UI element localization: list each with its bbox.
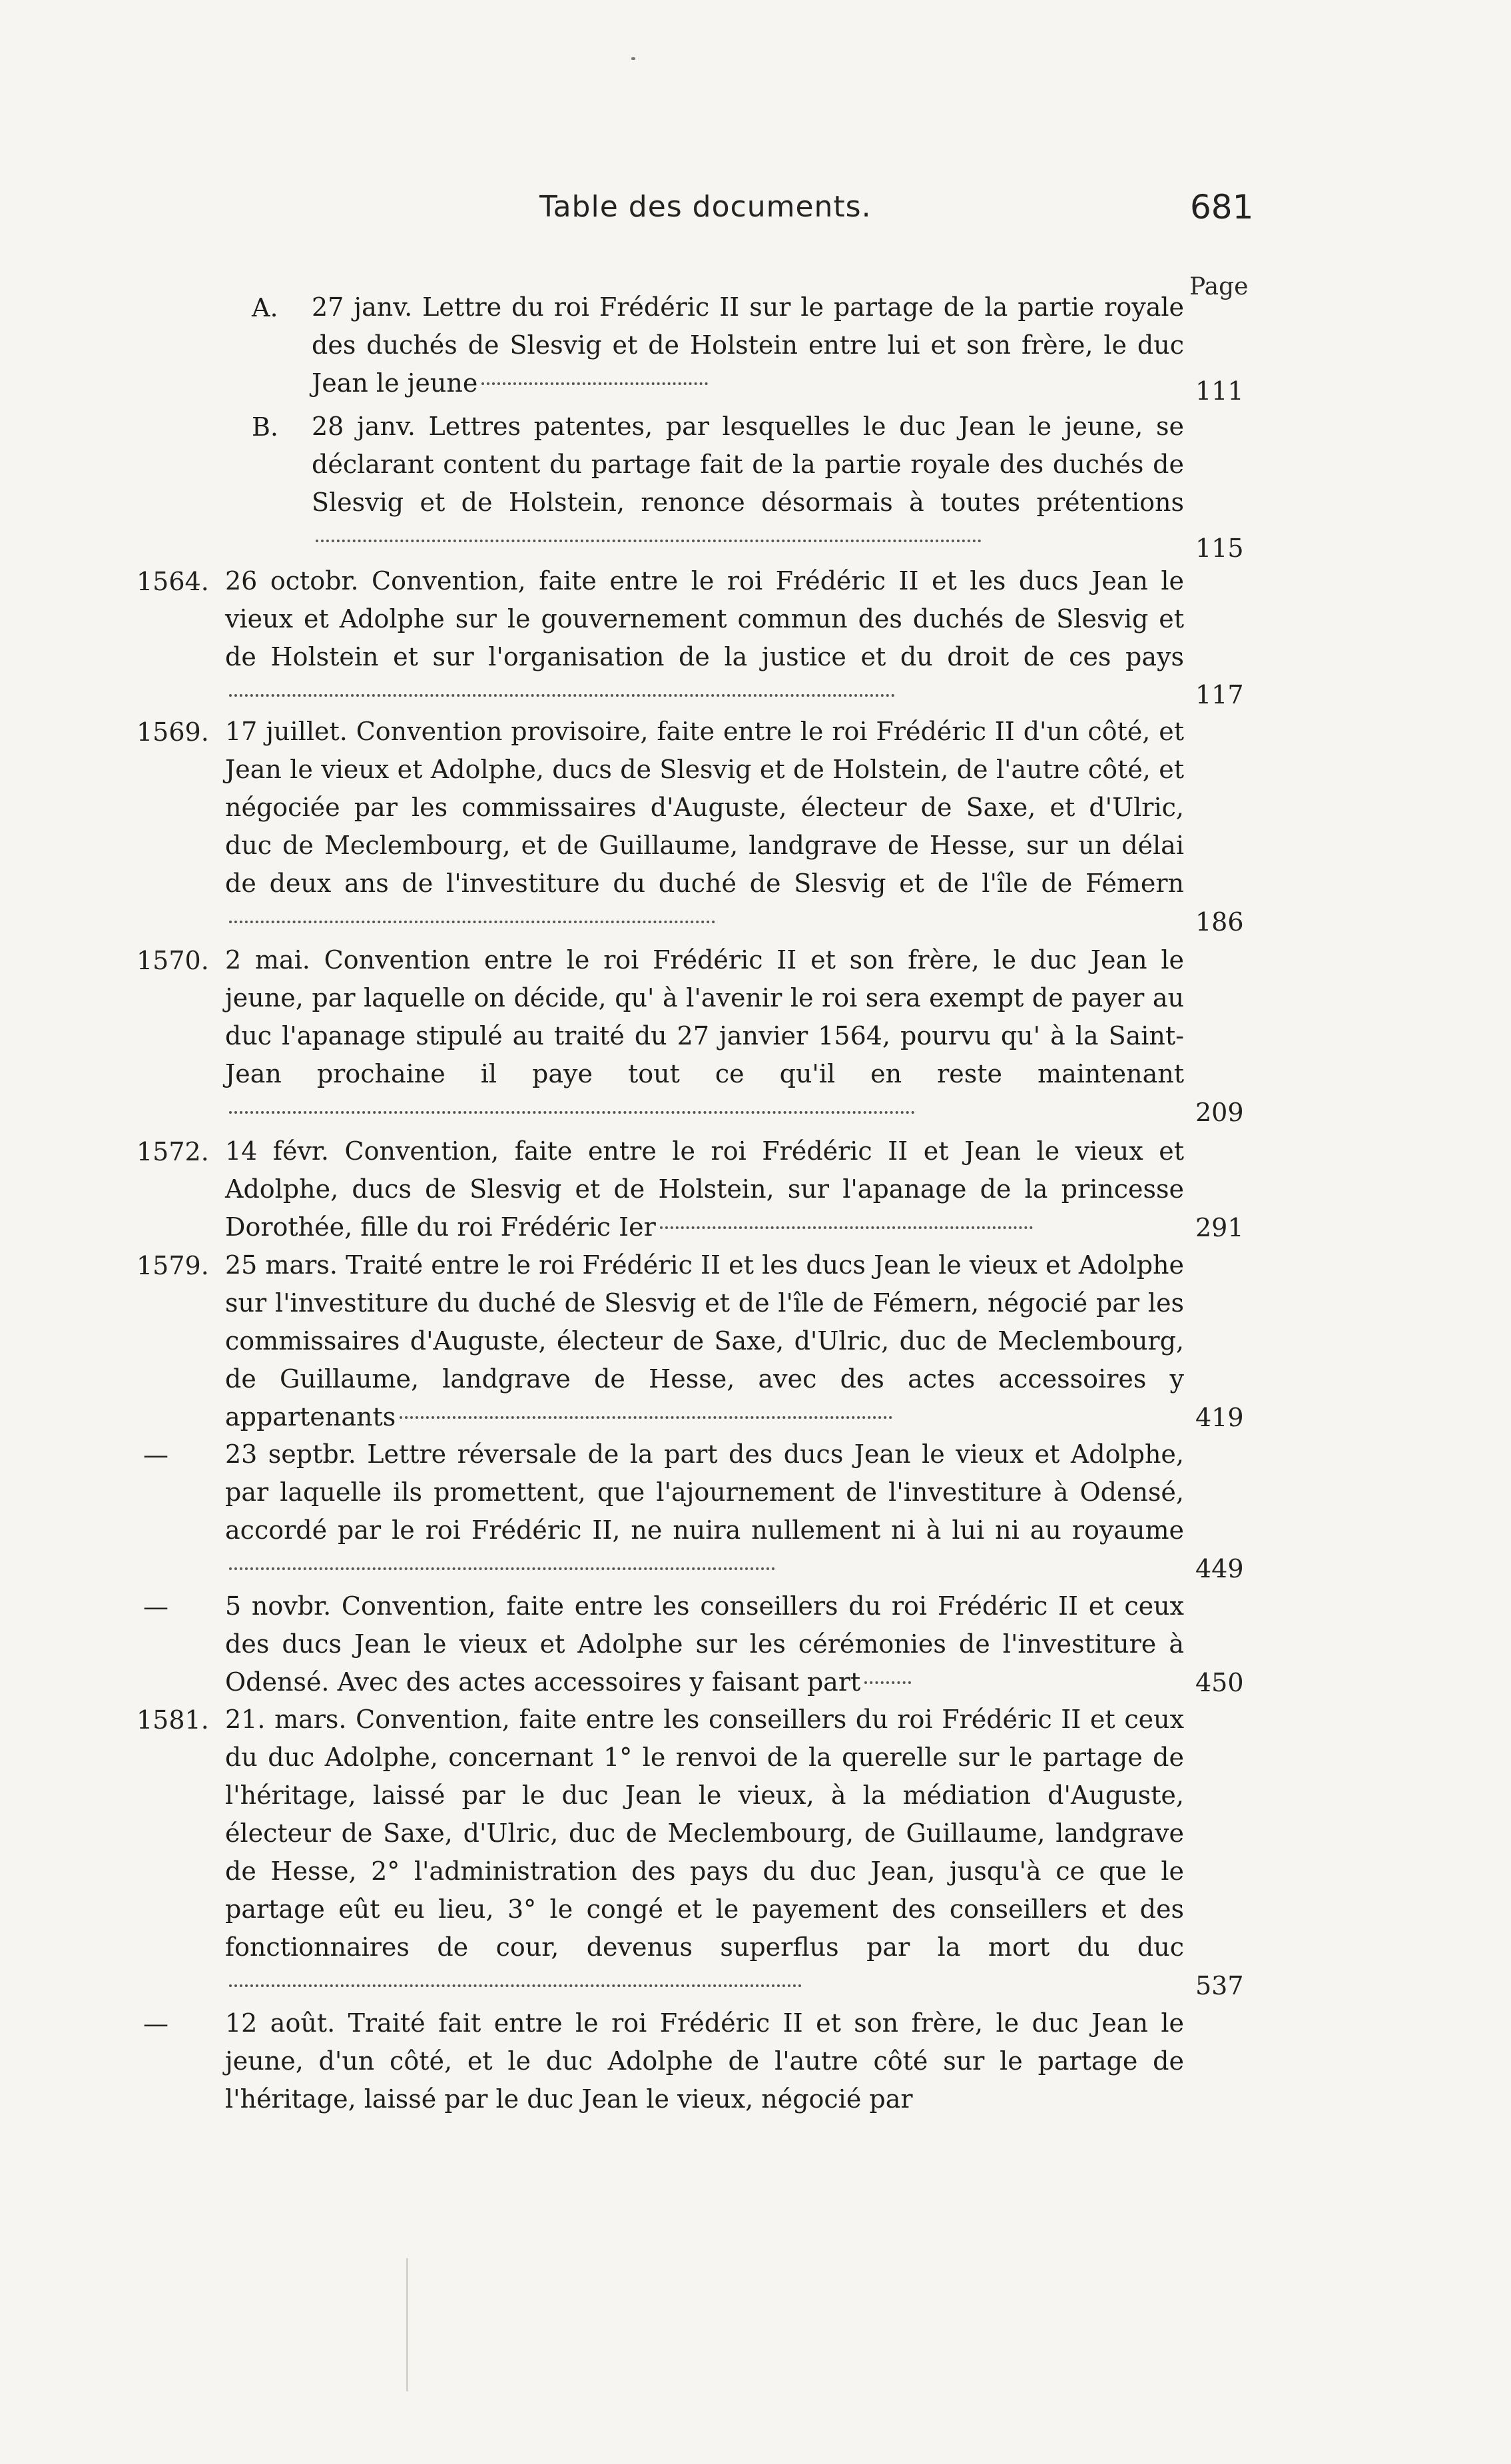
page-number: 681	[1190, 188, 1254, 226]
scan-edge-mark	[401, 2258, 408, 2391]
entry-year: 1581.	[137, 1705, 209, 1735]
entry-page: 209	[1195, 1098, 1244, 1127]
ink-speck	[631, 57, 635, 60]
entry-page: 117	[1195, 680, 1244, 709]
entry-year: 1569.	[137, 717, 209, 747]
entry-text: 28 janv. Lettres patentes, par lesquelles le duc Jean le jeune, se déclarant content du partage fait de la partie royale des duchés de Slesvig et de Holstein, renonce désormais à toutes prétentions	[312, 408, 1184, 560]
entry-page: 449	[1195, 1554, 1244, 1583]
entry-text: 23 septbr. Lettre réversale de la part des ducs Jean le vieux et Adolphe, par laquelle ils promettent, que l'ajournement de l'investiture à Odensé, accordé par le roi Frédéric II, ne nuira nullement ni à lui ni au royaume	[225, 1436, 1184, 1587]
entry-text: 14 févr. Convention, faite entre le roi Frédéric II et Jean le vieux et Adolphe, ducs de Slesvig et de Holstein, sur l'apanage de la princesse Dorothée, fille du roi Frédéric Ier	[225, 1136, 1184, 1242]
entry-text: 5 novbr. Convention, faite entre les conseillers du roi Frédéric II et ceux des ducs Jean le vieux et Adolphe sur les cérémonies de l'investiture à Odensé. Avec des actes accessoires y faisant part	[225, 1591, 1184, 1697]
entry-year: —	[143, 1592, 168, 1621]
entry-page: 111	[1195, 376, 1244, 406]
entry-year: 1572.	[137, 1137, 209, 1166]
entry-page: 115	[1195, 534, 1244, 563]
entry-year: 1570.	[137, 946, 209, 975]
entry-letter: B.	[252, 412, 279, 442]
entry-text: 21. mars. Convention, faite entre les conseillers du roi Frédéric II et ceux du duc Adolphe, concernant 1° le renvoi de la querelle sur le partage de l'héritage, laissé par le duc Jean le vieux, à la médiation d'Auguste, électeur de Saxe, d'Ulric, duc de Meclembourg, de Guillaume, landgrave de Hesse, 2° l'administration des pays du duc Jean, jusqu'à ce que le partage eût eu lieu, 3° le congé et le payement des conseillers et des fonctionnaires de cour, devenus superflus par la mort du duc	[225, 1701, 1184, 2004]
entry-year: 1579.	[137, 1251, 209, 1280]
entry-page: 291	[1195, 1213, 1244, 1242]
entry-page: 537	[1195, 1971, 1244, 2000]
entry-year: 1564.	[137, 567, 209, 596]
entry-page: 419	[1195, 1403, 1244, 1432]
entry-text: 27 janv. Lettre du roi Frédéric II sur le partage de la partie royale des duchés de Slesvig et de Holstein entre lui et son frère, le duc Jean le jeune	[312, 292, 1184, 398]
entry-year: —	[143, 1440, 168, 1469]
entry-year: —	[143, 2009, 168, 2038]
entry-text: 2 mai. Convention entre le roi Frédéric II et son frère, le duc Jean le jeune, par laquelle on décide, qu' à l'avenir le roi sera exempt de payer au duc l'apanage stipulé au traité du 27 janvier 1564, pourvu qu' à la Saint-Jean prochaine il paye tout ce qu'il en reste maintenant	[225, 941, 1184, 1131]
entry-text: 26 octobr. Convention, faite entre le roi Frédéric II et les ducs Jean le vieux et Adolphe sur le gouvernement commun des duchés de Slesvig et de Holstein et sur l'organisation de la justice et du droit de ces pays	[225, 562, 1184, 714]
running-header-title: Table des documents.	[539, 190, 872, 224]
entry-letter: A.	[252, 293, 278, 322]
page-column-label: Page	[1189, 273, 1249, 300]
entry-text: 12 août. Traité fait entre le roi Frédéric II et son frère, le duc Jean le jeune, d'un côté, et le duc Adolphe de l'autre côté sur le partage de l'héritage, laissé par le duc Jean le vieux, négocié par	[225, 2008, 1184, 2114]
entry-page: 450	[1195, 1668, 1244, 1697]
entry-page: 186	[1195, 907, 1244, 937]
entry-text: 25 mars. Traité entre le roi Frédéric II et les ducs Jean le vieux et Adolphe sur l'investiture du duché de Slesvig et de l'île de Fémern, négocié par les commissaires d'Auguste, électeur de Saxe, d'Ulric, duc de Meclembourg, de Guillaume, landgrave de Hesse, avec des actes accessoires y appartenants	[225, 1250, 1184, 1432]
entry-text: 17 juillet. Convention provisoire, faite entre le roi Frédéric II d'un côté, et Jean le vieux et Adolphe, ducs de Slesvig et de Holstein, de l'autre côté, et négociée par les commissaires d'Auguste, électeur de Saxe, et d'Ulric, duc de Meclembourg, et de Guillaume, landgrave de Hesse, sur un délai de deux ans de l'investiture du duché de Slesvig et de l'île de Fémern	[225, 713, 1184, 941]
